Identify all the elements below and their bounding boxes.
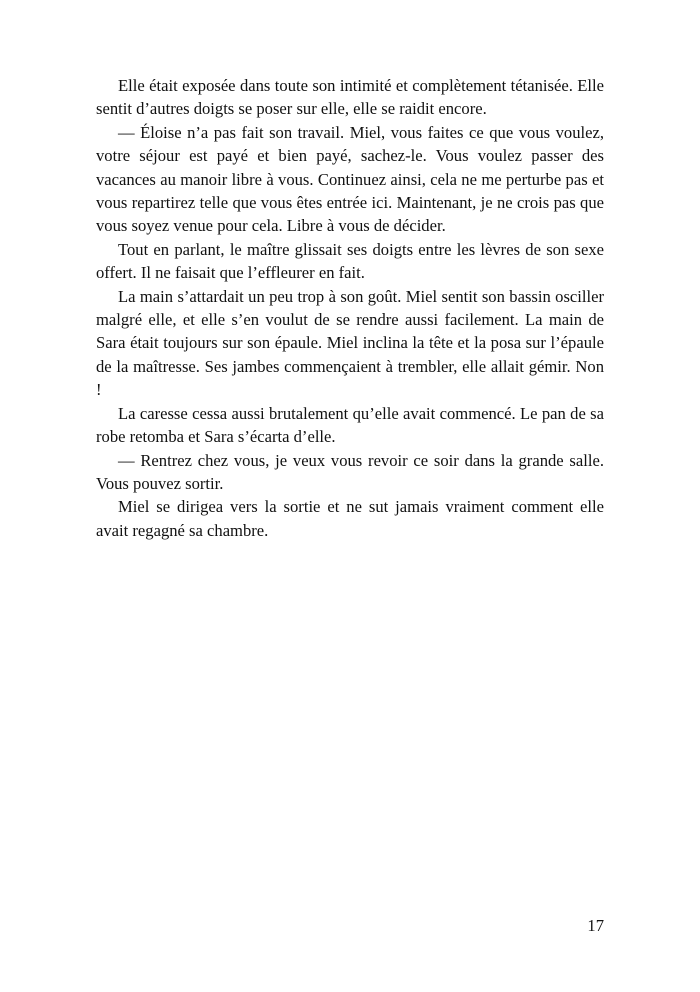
paragraph: Elle était exposée dans toute son intimité et complètement tétanisée. Elle sentit d’autres doigts se poser sur elle, elle se raidit encore.	[96, 76, 604, 119]
paragraph: La caresse cessa aussi brutalement qu’elle avait commencé. Le pan de sa robe retomba et Sara s’écarta d’elle.	[96, 403, 604, 447]
page-number: 17	[587, 916, 604, 935]
paragraph: — Rentrez chez vous, je veux vous revoir ce soir dans la grande salle. Vous pouvez sortir.	[96, 450, 604, 493]
paragraph: Miel se dirigea vers la sortie et ne sut jamais vraiment comment elle avait regagné sa chambre.	[96, 497, 604, 540]
page-body-text	[96, 74, 604, 542]
paragraph: La main s’attardait un peu trop à son goût. Miel sentit son bassin osciller malgré elle, et elle s’en voulut de se rendre aussi facilement. La main de Sara était toujours sur son épaule. Miel inclina la tête et la posa sur l’épaule de la maîtresse. Ses jambes commençaient à trembler, elle allait gémir. Non !	[96, 286, 604, 400]
paragraph: — Éloise n’a pas fait son travail. Miel, vous faites ce que vous voulez, votre séjour est payé et bien payé, sachez-le. Vous voulez passer des vacances au manoir libre à vous. Continuez ainsi, cela ne me perturbe pas et vous repartirez telle que vous êtes entrée ici. Maintenant, je ne crois pas que vous soyez venue pour cela. Libre à vous de décider.	[96, 122, 604, 236]
paragraph: Tout en parlant, le maître glissait ses doigts entre les lèvres de son sexe offert. Il ne faisait que l’effleurer en fait.	[96, 239, 604, 283]
